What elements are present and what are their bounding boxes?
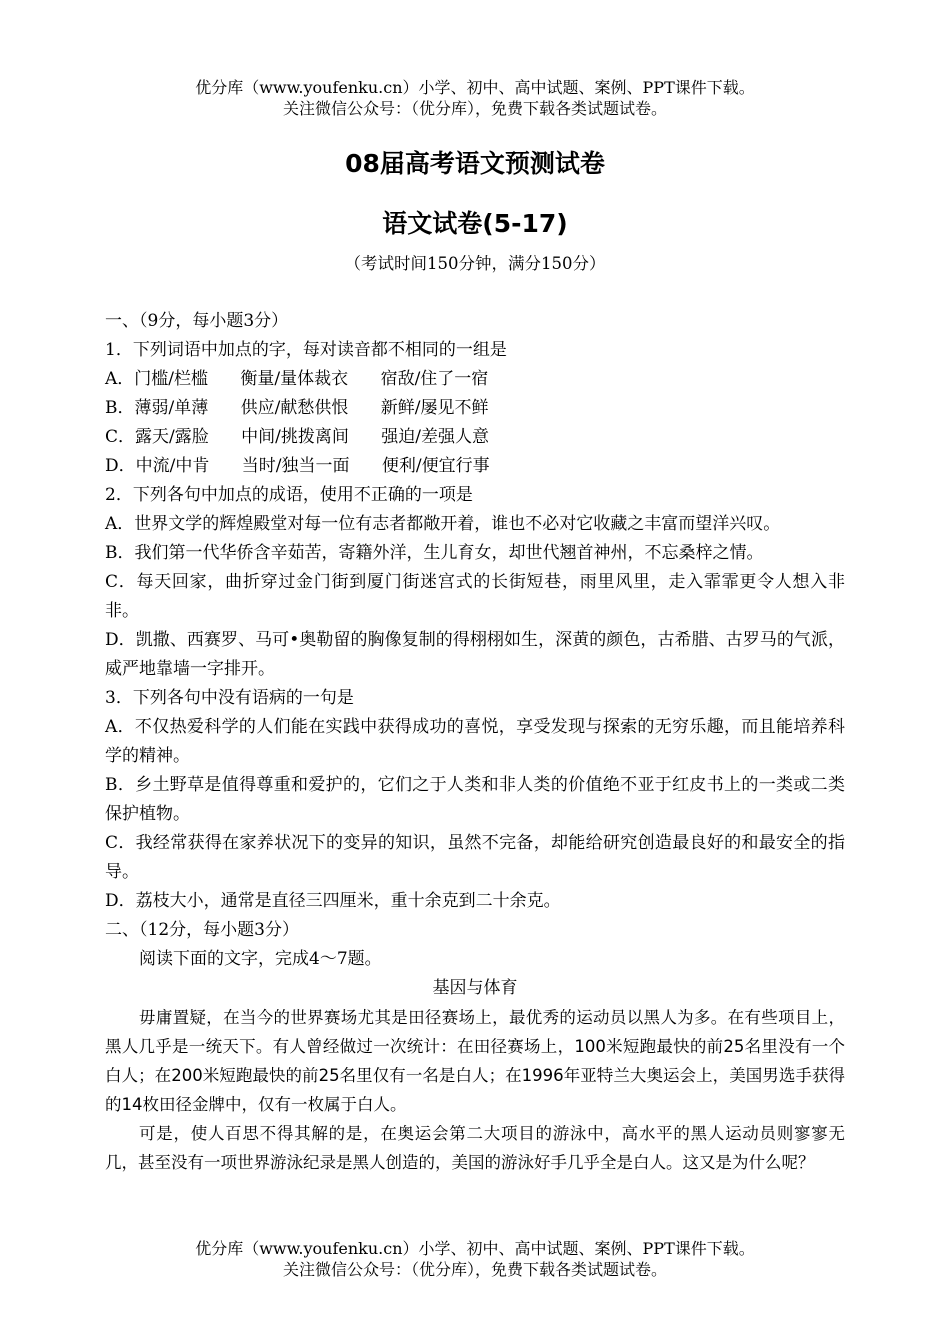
section1-heading: 一、（9分，每小题3分） — [105, 311, 289, 331]
q3-stem: 3．下列各句中没有语病的一句是 — [105, 688, 354, 708]
q2-option-d: D．凯撒、西赛罗、马可•奥勒留的胸像复制的得栩栩如生，深黄的颜色，古希腊、古罗马的气派，威严地靠墙一字排开。 — [105, 630, 845, 679]
page-header — [0, 77, 950, 119]
footer-line-1: 优分库（www.youfenku.cn）小学、初中、高中试题、案例、PPT课件下载。 — [195, 1239, 755, 1258]
q3-option-b: B．乡土野草是值得尊重和爱护的，它们之于人类和非人类的价值绝不亚于红皮书上的一类或二类保护植物。 — [105, 775, 845, 824]
paper-title: 语文试卷(5-17) — [382, 209, 568, 238]
passage-paragraph-2: 可是，使人百思不得其解的是，在奥运会第二大项目的游泳中，高水平的黑人运动员则寥寥无几，甚至没有一项世界游泳纪录是黑人创造的，美国的游泳好手几乎全是白人。这又是为什么呢？ — [105, 1124, 845, 1172]
q1-option-b: B．薄弱/单薄 供应/献愁供恨 新鲜/屡见不鲜 — [105, 398, 489, 418]
exam-info: （考试时间150分钟，满分150分） — [344, 254, 606, 273]
footer-line-2: 关注微信公众号：（优分库），免费下载各类试题试卷。 — [282, 1260, 667, 1279]
q3-option-c: C．我经常获得在家养状况下的变异的知识，虽然不完备，却能给研究创造最良好的和最安全的指导。 — [105, 833, 845, 882]
q1-stem: 1．下列词语中加点的字，每对读音都不相同的一组是 — [105, 340, 507, 360]
exam-title: 08届高考语文预测试卷 — [345, 149, 605, 178]
section2-heading: 二、（12分，每小题3分） — [105, 920, 299, 940]
exam-content — [105, 307, 845, 1177]
q3-option-a: A．不仅热爱科学的人们能在实践中获得成功的喜悦，享受发现与探索的无穷乐趣，而且能培养科学的精神。 — [105, 717, 845, 766]
passage-paragraph-1: 毋庸置疑，在当今的世界赛场尤其是田径赛场上，最优秀的运动员以黑人为多。在有些项目上，黑人几乎是一统天下。有人曾经做过一次统计：在田径赛场上，100米短跑最快的前25名里没有一个白人；在200米短跑最快的前25名里仅有一名是白人；在1996年亚特兰大奥运会上，美国男选手获得的14枚田径金牌中，仅有一枚属于白人。 — [105, 1008, 845, 1114]
header-line-1: 优分库（www.youfenku.cn）小学、初中、高中试题、案例、PPT课件下载。 — [195, 78, 755, 97]
q1-option-a: A．门槛/栏槛 衡量/量体裁衣 宿敌/住了一宿 — [105, 369, 489, 389]
page-footer — [0, 1238, 950, 1280]
q1-option-c: C．露天/露脸 中间/挑拨离间 强迫/差强人意 — [105, 427, 490, 447]
header-line-2: 关注微信公众号：（优分库），免费下载各类试题试卷。 — [282, 99, 667, 118]
q3-option-d: D．荔枝大小，通常是直径三四厘米，重十余克到二十余克。 — [105, 891, 561, 911]
q2-option-c: C．每天回家，曲折穿过金门街到厦门街迷宫式的长街短巷，雨里风里，走入霏霏更令人想入非非。 — [105, 572, 845, 621]
reading-instruction: 阅读下面的文字，完成4～7题。 — [139, 949, 382, 969]
q2-stem: 2．下列各句中加点的成语，使用不正确的一项是 — [105, 485, 473, 505]
q2-option-b: B．我们第一代华侨含辛茹苦，寄籍外洋，生儿育女，却世代翘首神州，不忘桑梓之情。 — [105, 543, 764, 563]
q2-option-a: A．世界文学的辉煌殿堂对每一位有志者都敞开着，谁也不必对它收藏之丰富而望洋兴叹。 — [105, 514, 781, 534]
q1-option-d: D．中流/中肯 当时/独当一面 便利/便宜行事 — [105, 456, 490, 476]
passage-title: 基因与体育 — [432, 978, 518, 998]
